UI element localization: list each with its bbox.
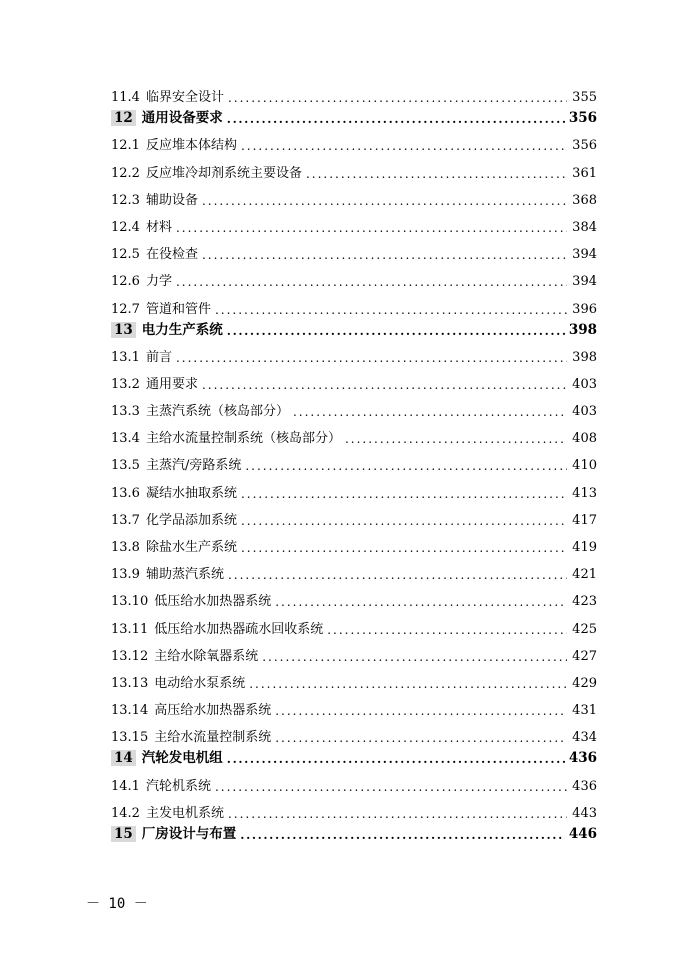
- toc-entry-title: 汽轮机系统: [145, 778, 211, 794]
- toc-entry-number: 12.5: [111, 247, 140, 263]
- toc-entry-title: 主给水流量控制系统（核岛部分）: [145, 431, 341, 447]
- toc-entry-number: 13.3: [111, 404, 140, 420]
- toc-entry-title: 力学: [145, 274, 172, 290]
- toc-entry-number: 13.14: [111, 703, 149, 719]
- toc-dot-leader: [240, 828, 565, 842]
- toc-entry-page: 436: [568, 750, 597, 767]
- toc-dot-leader: [275, 704, 567, 718]
- toc-entry-row[interactable]: [111, 664, 597, 691]
- toc-entry-number: 13.9: [111, 567, 140, 583]
- toc-entry-page: 434: [572, 730, 597, 746]
- toc-entry-number: 13.12: [111, 648, 149, 664]
- toc-entry-row[interactable]: [111, 338, 597, 365]
- toc-entry-number: 13.6: [111, 485, 140, 501]
- toc-dot-leader: [228, 568, 567, 582]
- toc-entry-page: 446: [568, 825, 597, 842]
- toc-entry-page: 443: [572, 805, 597, 821]
- toc-entry-row[interactable]: [111, 446, 597, 473]
- toc-entry-page: 394: [572, 247, 597, 263]
- toc-entry-number: 13.10: [111, 594, 149, 610]
- toc-entry-page: 403: [572, 404, 597, 420]
- toc-entry-page: 436: [572, 778, 597, 794]
- toc-entry-number: 13.11: [111, 621, 149, 637]
- toc-entry-title: 汽轮发电机组: [141, 750, 223, 767]
- toc-entry-title: 主发电机系统: [145, 805, 224, 821]
- toc-entry-page: 427: [572, 648, 597, 664]
- toc-dot-leader: [241, 514, 567, 528]
- toc-entry-row[interactable]: [111, 501, 597, 528]
- toc-entry-page: 410: [572, 458, 597, 474]
- toc-entry-row[interactable]: [111, 766, 597, 793]
- toc-dot-leader: [227, 752, 565, 766]
- toc-entry-title: 除盐水生产系统: [145, 540, 237, 555]
- toc-entry-page: 396: [572, 301, 597, 317]
- toc-section-row[interactable]: [111, 317, 597, 338]
- toc-entry-row[interactable]: [111, 126, 597, 153]
- toc-entry-row[interactable]: [111, 235, 597, 262]
- toc-entry-page: 431: [572, 703, 597, 719]
- toc-dot-leader: [176, 275, 567, 289]
- toc-section-row[interactable]: [111, 105, 597, 126]
- toc-entry-page: 408: [572, 431, 597, 447]
- toc-entry-title: 反应堆冷却剂系统主要设备: [145, 165, 302, 181]
- toc-entry-title: 辅助蒸汽系统: [145, 567, 224, 583]
- toc-entry-title: 前言: [145, 349, 172, 365]
- toc-dot-leader: [345, 432, 567, 446]
- toc-entry-page: 356: [572, 138, 597, 154]
- toc-entry-number: 12.1: [111, 138, 140, 154]
- toc-entry-title: 主蒸汽系统（核岛部分）: [145, 404, 289, 420]
- toc-dot-leader: [293, 405, 567, 419]
- toc-entry-number: 13.5: [111, 458, 140, 474]
- toc-dot-leader: [228, 807, 567, 821]
- toc-entry-page: 421: [572, 567, 597, 583]
- toc-entry-number: 14.1: [111, 778, 140, 794]
- table-of-contents: [111, 78, 597, 842]
- toc-entry-number: 12.4: [111, 219, 140, 235]
- toc-dot-leader: [202, 194, 567, 208]
- toc-dot-leader: [202, 378, 567, 392]
- toc-dot-leader: [215, 780, 567, 794]
- toc-dot-leader: [215, 303, 567, 317]
- toc-entry-number: 11.4: [111, 90, 140, 106]
- toc-entry-title: 厂房设计与布置: [141, 825, 237, 842]
- toc-entry-page: 368: [572, 192, 597, 208]
- toc-entry-title: 低压给水加热器系统: [154, 594, 272, 610]
- toc-entry-row[interactable]: [111, 718, 597, 745]
- toc-entry-row[interactable]: [111, 78, 597, 105]
- toc-dot-leader: [176, 221, 567, 235]
- toc-entry-row[interactable]: [111, 153, 597, 180]
- toc-entry-page: 403: [572, 376, 597, 392]
- toc-entry-page: 423: [572, 594, 597, 610]
- toc-dot-leader: [202, 248, 567, 262]
- toc-entry-page: 394: [572, 274, 597, 290]
- toc-entry-row[interactable]: [111, 181, 597, 208]
- toc-dot-leader: [275, 595, 567, 609]
- toc-entry-page: 398: [568, 321, 597, 338]
- toc-entry-number: 13: [111, 322, 136, 338]
- toc-entry-number: 13.4: [111, 431, 140, 447]
- toc-entry-row[interactable]: [111, 473, 597, 500]
- toc-entry-page: 419: [572, 540, 597, 555]
- toc-entry-page: 429: [572, 675, 597, 691]
- toc-entry-page: 361: [572, 165, 597, 181]
- toc-entry-title: 主给水流量控制系统: [154, 730, 272, 746]
- toc-entry-number: 13.1: [111, 349, 140, 365]
- toc-entry-title: 通用要求: [145, 376, 198, 392]
- toc-entry-number: 12.6: [111, 274, 140, 290]
- toc-entry-page: 355: [572, 90, 597, 106]
- toc-entry-number: 12.7: [111, 301, 140, 317]
- toc-dot-leader: [249, 677, 567, 691]
- toc-entry-number: 13.8: [111, 540, 140, 555]
- toc-entry-row[interactable]: [111, 582, 597, 609]
- toc-dot-leader: [262, 650, 567, 664]
- toc-entry-page: 384: [572, 219, 597, 235]
- toc-entry-number: 13.13: [111, 675, 149, 691]
- toc-entry-row[interactable]: [111, 794, 597, 821]
- toc-entry-number: 13.15: [111, 730, 149, 746]
- toc-entry-number: 12.3: [111, 192, 140, 208]
- toc-section-row[interactable]: [111, 821, 597, 842]
- toc-dot-leader: [241, 541, 567, 555]
- toc-entry-number: 14.2: [111, 805, 140, 821]
- toc-entry-row[interactable]: [111, 528, 597, 555]
- toc-entry-title: 主给水除氧器系统: [154, 648, 259, 664]
- toc-entry-page: 413: [572, 485, 597, 501]
- toc-entry-title: 主蒸汽/旁路系统: [145, 458, 242, 474]
- toc-entry-number: 12: [111, 110, 136, 126]
- toc-entry-title: 低压给水加热器疏水回收系统: [154, 621, 324, 637]
- toc-dot-leader: [241, 487, 567, 501]
- toc-entry-number: 15: [111, 826, 136, 842]
- toc-dot-leader: [176, 351, 567, 365]
- toc-entry-page: 425: [572, 621, 597, 637]
- toc-entry-title: 辅助设备: [145, 192, 198, 208]
- toc-entry-title: 电力生产系统: [141, 321, 223, 338]
- toc-entry-title: 凝结水抽取系统: [145, 485, 237, 501]
- toc-entry-row[interactable]: [111, 392, 597, 419]
- toc-entry-row[interactable]: [111, 637, 597, 664]
- toc-entry-title: 化学品添加系统: [145, 512, 237, 528]
- toc-dot-leader: [241, 139, 567, 153]
- toc-entry-row[interactable]: [111, 555, 597, 582]
- page-number-footer: － 10 －: [86, 896, 148, 912]
- toc-entry-page: 417: [572, 512, 597, 528]
- toc-dot-leader: [245, 459, 567, 473]
- toc-entry-number: 12.2: [111, 165, 140, 181]
- toc-entry-row[interactable]: [111, 419, 597, 446]
- toc-entry-row[interactable]: [111, 289, 597, 316]
- toc-entry-row[interactable]: [111, 609, 597, 636]
- toc-dot-leader: [327, 623, 567, 637]
- toc-entry-title: 管道和管件: [145, 301, 211, 317]
- toc-entry-title: 通用设备要求: [141, 110, 223, 127]
- toc-entry-page: 398: [572, 349, 597, 365]
- toc-entry-title: 高压给水加热器系统: [154, 703, 272, 719]
- toc-dot-leader: [306, 167, 567, 181]
- toc-entry-row[interactable]: [111, 691, 597, 718]
- toc-dot-leader: [228, 91, 567, 105]
- toc-entry-number: 13.2: [111, 376, 140, 392]
- toc-entry-title: 反应堆本体结构: [145, 138, 237, 154]
- toc-entry-number: 14: [111, 750, 136, 766]
- toc-dot-leader: [227, 324, 565, 338]
- toc-entry-row[interactable]: [111, 208, 597, 235]
- toc-section-row[interactable]: [111, 745, 597, 766]
- toc-entry-number: 13.7: [111, 512, 140, 528]
- toc-entry-title: 电动给水泵系统: [154, 675, 246, 691]
- toc-entry-title: 材料: [145, 219, 172, 235]
- toc-dot-leader: [275, 731, 567, 745]
- toc-entry-page: 356: [568, 110, 597, 127]
- toc-entry-row[interactable]: [111, 262, 597, 289]
- toc-entry-row[interactable]: [111, 365, 597, 392]
- toc-entry-title: 临界安全设计: [145, 90, 224, 106]
- toc-dot-leader: [227, 112, 565, 126]
- toc-entry-title: 在役检查: [145, 247, 198, 263]
